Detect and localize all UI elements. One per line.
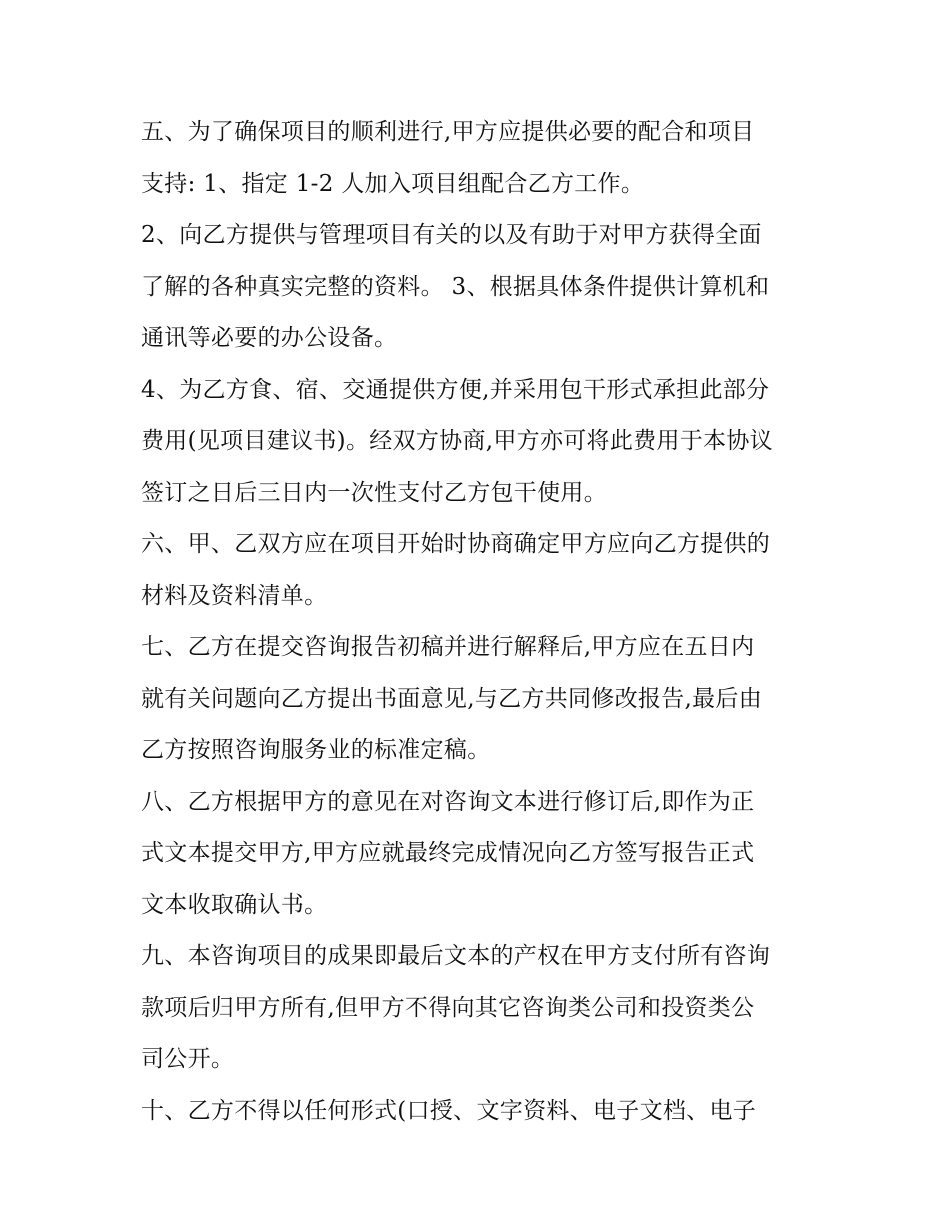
text-line: 五、为了确保项目的顺利进行,甲方应提供必要的配合和项目	[141, 119, 755, 145]
text-line: 就有关问题向乙方提出书面意见,与乙方共同修改报告,最后由	[141, 685, 763, 712]
text-line: 材料及资料清单。	[141, 582, 328, 609]
text-line: 费用(见项目建议书)。经双方协商,甲方亦可将此费用于本协议	[141, 428, 773, 454]
text-line: 了解的各种真实完整的资料。 3、根据具体条件提供计算机和	[141, 273, 770, 300]
text-line: 八、乙方根据甲方的意见在对咨询文本进行修订后,即作为正	[141, 788, 755, 815]
text-line: 式文本提交甲方,甲方应就最终完成情况向乙方签写报告正式	[141, 840, 755, 866]
text-line: 通讯等必要的办公设备。	[141, 325, 398, 351]
text-line: 4、为乙方食、宿、交通提供方便,并采用包干形式承担此部分	[141, 376, 770, 403]
text-line: 十、乙方不得以任何形式(口授、文字资料、电子文档、电子	[141, 1097, 757, 1124]
text-line: 文本收取确认书。	[141, 891, 328, 918]
text-line: 司公开。	[141, 1046, 235, 1072]
text-line: 七、乙方在提交咨询报告初稿并进行解释后,甲方应在五日内	[141, 634, 755, 660]
text-line: 支持: 1、指定 1-2 人加入项目组配合乙方工作。	[141, 170, 645, 197]
text-line: 2、向乙方提供与管理项目有关的以及有助于对甲方获得全面	[141, 222, 762, 248]
contract-text-body	[141, 107, 813, 1137]
text-line: 签订之日后三日内一次性支付乙方包干使用。	[141, 479, 607, 506]
text-line: 款项后归甲方所有,但甲方不得向其它咨询类公司和投资类公	[141, 994, 755, 1021]
text-line: 九、本咨询项目的成果即最后文本的产权在甲方支付所有咨询	[141, 943, 771, 969]
text-line: 乙方按照咨询服务业的标准定稿。	[141, 737, 491, 763]
text-line: 六、甲、乙双方应在项目开始时协商确定甲方应向乙方提供的	[141, 531, 771, 557]
